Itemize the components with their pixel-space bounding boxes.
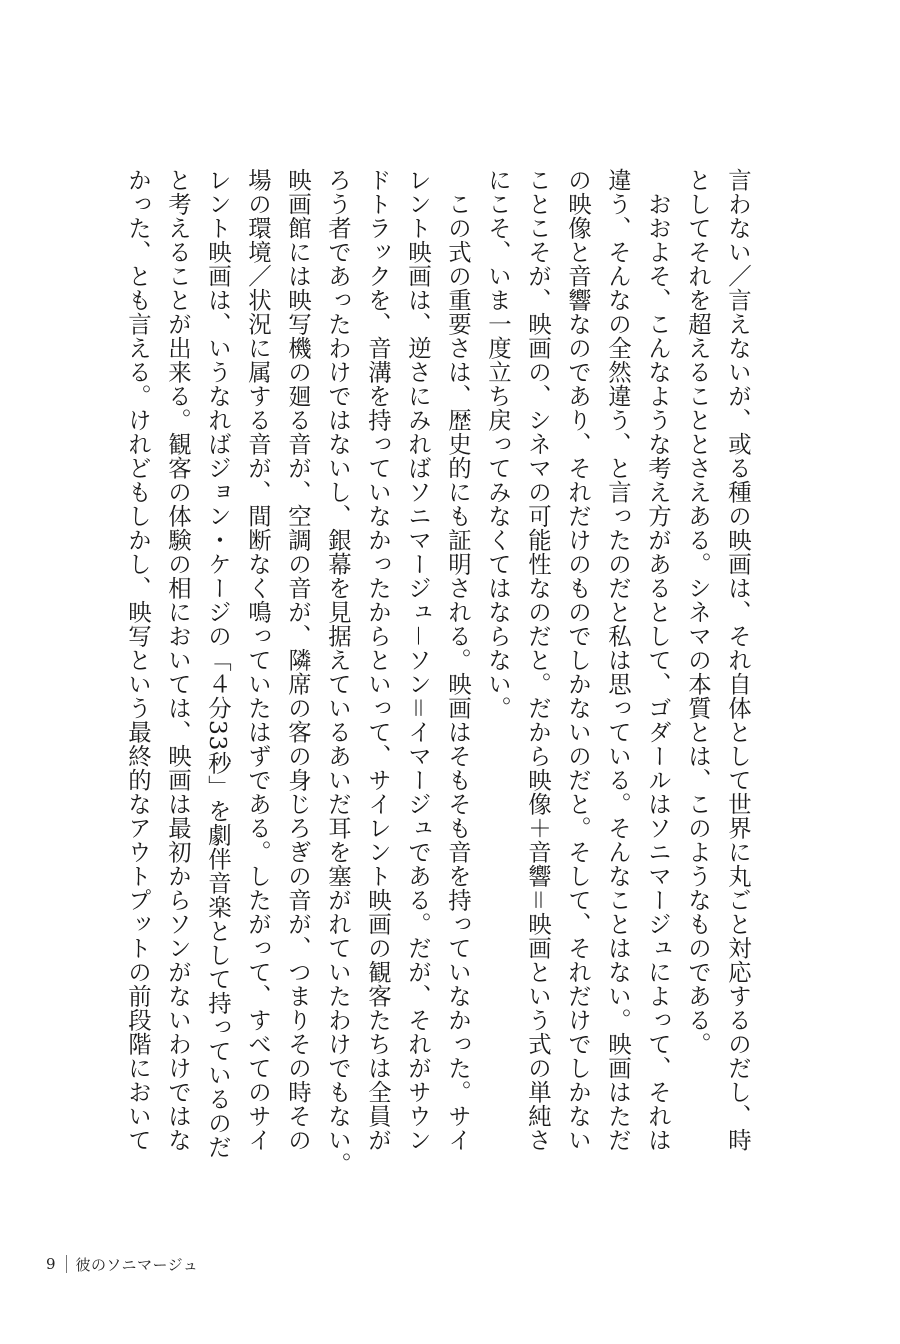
running-title: 彼のソニマージュ: [75, 1255, 199, 1274]
page-footer: [46, 1252, 198, 1276]
text-line: としてそれを超えることとさえある。シネマの本質とは、このようなものである。: [684, 168, 712, 1056]
footer-divider: [66, 1255, 67, 1273]
text-line: ドトラックを、音溝を持っていなかったからといって、サイレント映画の観客たちは全員が: [364, 168, 392, 1152]
page-number: 9: [46, 1255, 56, 1273]
text-line: レント映画は、いうなればジョン・ケージの「４分33秒」を劇伴音楽として持っているのだ: [204, 168, 232, 1159]
text-line: ろう者であったわけではないし、銀幕を見据えているあいだ耳を塞がれていたわけでもない。: [324, 168, 352, 1176]
text-line: と考えることが出来る。観客の体験の相においては、映画は最初からソンがないわけではな: [164, 168, 192, 1152]
vertical-body-text: [118, 168, 758, 1176]
text-line: 言わない／言えないが、或る種の映画は、それ自体として世界に丸ごと対応するのだし、時: [724, 168, 752, 1152]
text-line: かった、とも言える。けれどもしかし、映写という最終的なアウトプットの前段階において: [124, 168, 152, 1152]
text-line: この式の重要さは、歴史的にも証明される。映画はそもそも音を持っていなかった。サイ: [444, 168, 472, 1152]
text-line: レント映画は、逆さにみればソニマージュ－ソン＝イマージュである。だが、それがサウン: [404, 168, 432, 1152]
text-line: の映像と音響なのであり、それだけのものでしかないのだと。そして、それだけでしかない: [564, 168, 592, 1152]
text-line: 映画館には映写機の廻る音が、空調の音が、隣席の客の身じろぎの音が、つまりその時その: [284, 168, 312, 1152]
text-line: 違う、そんなの全然違う、と言ったのだと私は思っている。そんなことはない。映画はただ: [604, 168, 632, 1152]
text-line: おおよそ、こんなような考え方があるとして、ゴダールはソニマージュによって、それは: [644, 168, 672, 1152]
text-line: 場の環境／状況に属する音が、間断なく鳴っていたはずである。したがって、すべてのサイ: [244, 168, 272, 1152]
text-line: ことこそが、映画の、シネマの可能性なのだと。だから映像＋音響＝映画という式の単純さ: [524, 168, 552, 1152]
text-line: にこそ、いま一度立ち戻ってみなくてはならない。: [484, 168, 512, 720]
